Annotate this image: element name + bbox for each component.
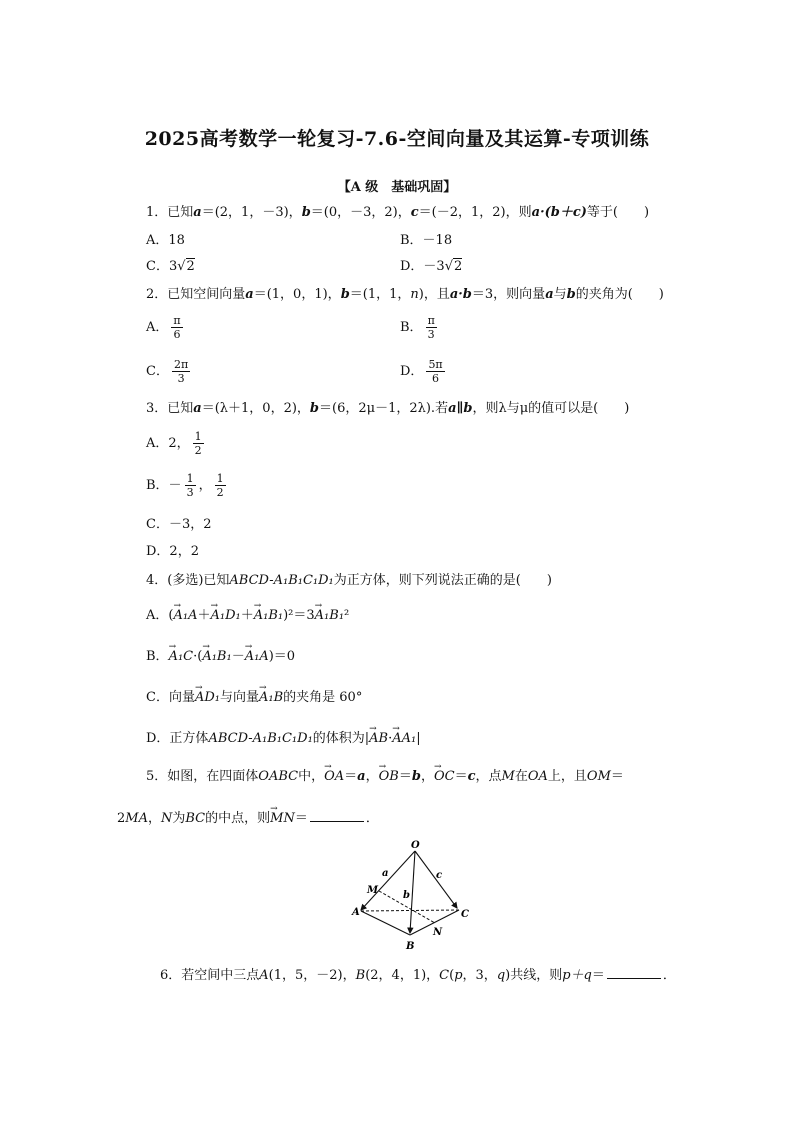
- q4-option-c: C．向量→ AD₁与向量→ A₁B的夹角是 60°: [146, 689, 362, 707]
- q2-option-d: D． $\frac{5\pi}{6}$: [400, 358, 443, 385]
- tetrahedron-figure: [340, 838, 480, 958]
- q6-answer-blank: [607, 967, 661, 979]
- q2-option-a: A． $\frac{\pi}{6}$: [146, 314, 181, 341]
- q3-option-c: C．－3，2: [146, 517, 212, 532]
- q4-stem: 4．(多选)已知ABCD-A₁B₁C₁D₁为正方体，则下列说法正确的是( ): [146, 573, 552, 588]
- edge-a-b: [361, 911, 410, 935]
- q1-stem: 1．已知a＝(2，1，－3)，b＝(0，－3，2)，c＝(－2，1，2)，则a·(b＋c)等于( ): [146, 205, 650, 220]
- label-vec-b: b: [403, 890, 410, 901]
- q5-answer-blank: [310, 810, 364, 822]
- q2-option-c: C． $\frac{2\pi}{3}$: [146, 358, 189, 385]
- q3-option-b: B．－ $\frac{1}{3}$ ， $\frac{1}{2}$: [146, 472, 224, 499]
- q5-stem-line1: 5．如图，在四面体OABC中，→ OA＝a，→ OB＝b，→ OC＝c，点M在OA上，且OM＝: [146, 768, 624, 786]
- label-n: N: [433, 927, 443, 938]
- q4-option-d: D．正方体ABCD-A₁B₁C₁D₁的体积为|→ AB·→ AA₁|: [146, 730, 421, 748]
- label-b: B: [406, 941, 415, 952]
- q3-stem: 3．已知a＝(λ＋1，0，2)，b＝(6，2μ－1，2λ).若a∥b，则λ与μ的值可以是( ): [146, 401, 630, 416]
- label-vec-c: c: [436, 870, 443, 881]
- q6-stem: 6．若空间中三点A(1，5，－2)，B(2，4，1)，C(p，3，q)共线，则p＋q＝ ．: [160, 968, 676, 983]
- q4-option-a: A．(→ A₁A＋→ A₁D₁＋→ A₁B₁)²＝3→ A₁B₁²: [146, 607, 349, 625]
- edge-o-b: [410, 851, 415, 933]
- page-title: 2025高考数学一轮复习-7.6-空间向量及其运算-专项训练: [144, 128, 650, 150]
- q1-option-b: B．－18: [400, 233, 453, 248]
- section-heading: 【A 级 基础巩固】: [337, 180, 457, 195]
- label-o: O: [411, 840, 420, 851]
- label-c: C: [461, 909, 469, 920]
- label-vec-a: a: [382, 868, 389, 879]
- q2-stem: 2．已知空间向量a＝(1，0，1)，b＝(1，1，n)，且a·b＝3，则向量a与b的夹角为( ): [146, 287, 664, 302]
- edge-o-a: [361, 851, 415, 910]
- q2-option-b: B． $\frac{\pi}{3}$: [400, 314, 435, 341]
- q1-option-a: A．18: [146, 233, 185, 248]
- q5-stem-line2: 2MA，N为BC的中点，则→ MN＝ ．: [117, 810, 379, 828]
- q1-option-d: D．－3√2: [400, 259, 463, 274]
- edge-a-c: [361, 910, 459, 911]
- label-a: A: [352, 907, 360, 918]
- label-m: M: [367, 885, 379, 896]
- q4-option-b: B．→ A₁C·(→ A₁B₁－→ A₁A)＝0: [146, 648, 295, 666]
- q3-option-a: A．2， $\frac{1}{2}$: [146, 430, 202, 457]
- q1-option-c: C．3√2: [146, 259, 195, 274]
- q3-option-d: D．2，2: [146, 544, 199, 559]
